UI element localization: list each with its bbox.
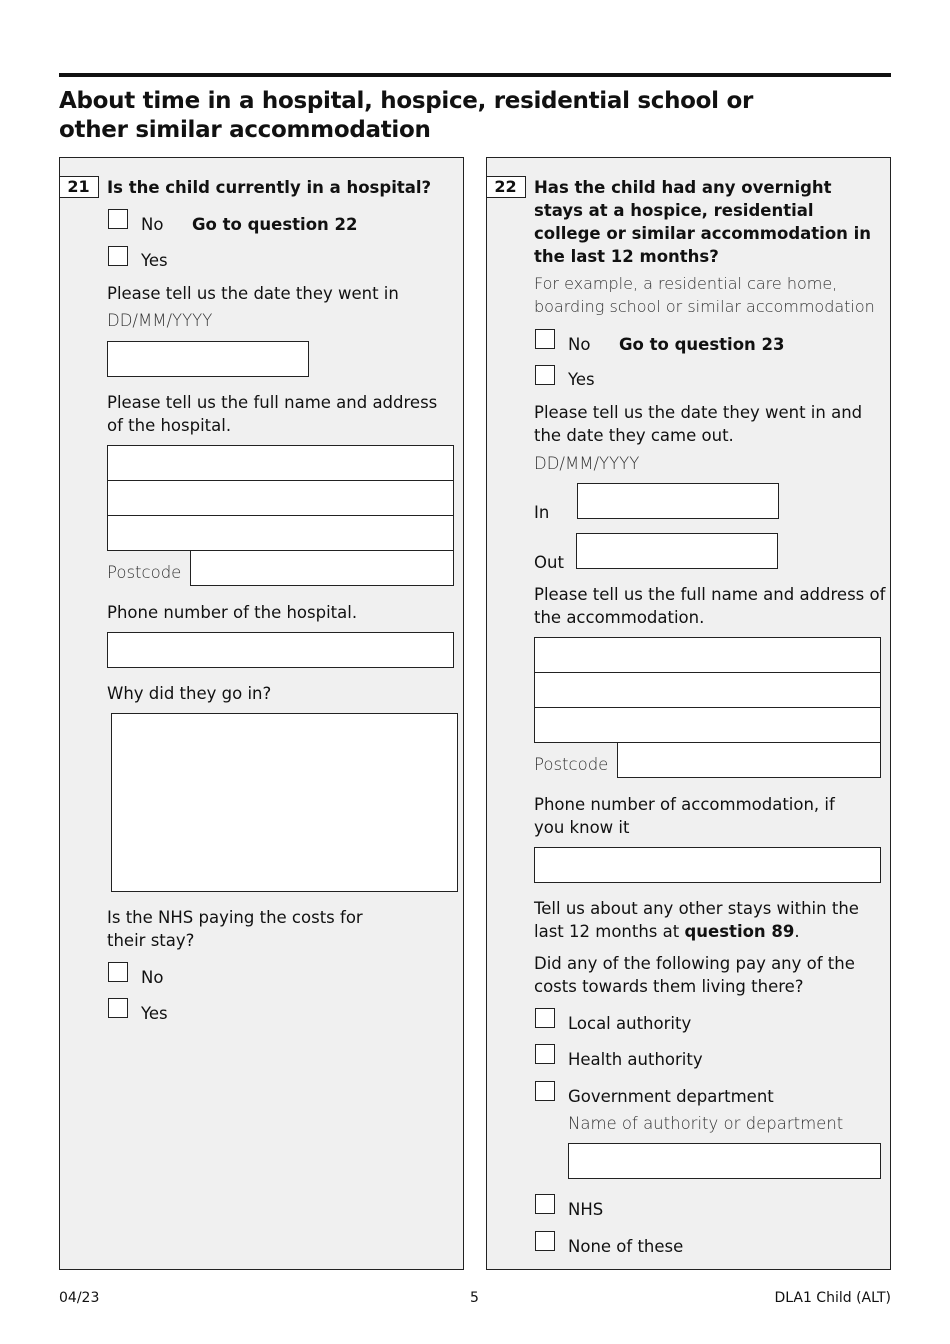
question-22-panel [486, 157, 891, 1270]
question-22-text: Has the child had any overnight stays at a hospice, residential college or similar accommodation in the last 12 months? [534, 178, 872, 266]
no-checkbox[interactable] [535, 329, 555, 349]
postcode-label: Postcode [107, 563, 182, 582]
phone-field[interactable] [107, 632, 454, 668]
why-prompt: Why did they go in? [107, 684, 272, 703]
out-label: Out [534, 553, 564, 572]
local-authority-checkbox[interactable] [535, 1008, 555, 1028]
date-out-field[interactable] [576, 533, 778, 569]
question-number: 22 [486, 176, 526, 198]
question-21-panel [59, 157, 464, 1270]
nhs-no-checkbox[interactable] [108, 962, 128, 982]
top-rule [59, 73, 891, 77]
health-authority-checkbox[interactable] [535, 1044, 555, 1064]
nhs-yes-checkbox[interactable] [108, 998, 128, 1018]
postcode-field[interactable] [190, 550, 454, 586]
go-to-instruction: Go to question 23 [619, 335, 785, 354]
address-line-2-field[interactable] [534, 672, 881, 708]
health-authority-label: Health authority [568, 1050, 703, 1069]
other-stays-note [534, 897, 884, 943]
phone-prompt: Phone number of the hospital. [107, 603, 358, 622]
address-line-2-field[interactable] [107, 480, 454, 516]
postcode-field[interactable] [617, 742, 881, 778]
date-prompt: Please tell us the date they went in and the date they came out. [534, 403, 863, 445]
address-prompt: Please tell us the full name and address of the accommodation. [534, 585, 886, 627]
question-number: 21 [59, 176, 99, 198]
authority-name-field[interactable] [568, 1143, 881, 1179]
no-checkbox[interactable] [108, 209, 128, 229]
pay-prompt: Did any of the following pay any of the costs towards them living there? [534, 954, 855, 996]
nhs-prompt: Is the NHS paying the costs for their stay? [107, 908, 363, 950]
nhs-yes-label: Yes [141, 1004, 168, 1023]
go-to-instruction: Go to question 22 [192, 215, 358, 234]
nhs-no-label: No [141, 968, 164, 987]
date-format-hint: DD/MM/YYYY [534, 454, 640, 473]
in-label: In [534, 503, 550, 522]
government-department-checkbox[interactable] [535, 1081, 555, 1101]
other-stays-suffix: . [794, 922, 800, 941]
address-prompt: Please tell us the full name and address of the hospital. [107, 393, 438, 435]
yes-label: Yes [568, 370, 595, 389]
other-stays-text: Tell us about any other stays within the last 12 months at [534, 899, 859, 941]
yes-checkbox[interactable] [108, 246, 128, 266]
question-21-text: Is the child currently in a hospital? [107, 178, 432, 197]
phone-field[interactable] [534, 847, 881, 883]
section-title: About time in a hospital, hospice, residential school or other similar accommodation [59, 88, 754, 143]
government-department-label: Government department [568, 1087, 774, 1106]
why-textarea[interactable] [111, 713, 458, 892]
footer-form-code: DLA1 Child (ALT) [774, 1290, 891, 1306]
date-prompt: Please tell us the date they went in [107, 284, 399, 303]
address-line-1-field[interactable] [534, 637, 881, 673]
address-line-3-field[interactable] [534, 707, 881, 743]
address-line-3-field[interactable] [107, 515, 454, 551]
phone-prompt: Phone number of accommodation, if you know it [534, 795, 835, 837]
local-authority-label: Local authority [568, 1014, 692, 1033]
nhs-label: NHS [568, 1200, 604, 1219]
date-went-in-field[interactable] [107, 341, 309, 377]
no-label: No [141, 215, 164, 234]
no-label: No [568, 335, 591, 354]
date-format-hint: DD/MM/YYYY [107, 311, 213, 330]
yes-checkbox[interactable] [535, 365, 555, 385]
authority-name-prompt: Name of authority or department [568, 1114, 844, 1133]
footer-date: 04/23 [59, 1290, 100, 1306]
question-22-hint: For example, a residential care home, boarding school or similar accommodation [534, 274, 875, 316]
footer-page-number: 5 [470, 1290, 479, 1306]
question-89-reference: question 89 [684, 922, 795, 941]
date-in-field[interactable] [577, 483, 779, 519]
address-line-1-field[interactable] [107, 445, 454, 481]
none-of-these-checkbox[interactable] [535, 1231, 555, 1251]
none-of-these-label: None of these [568, 1237, 684, 1256]
postcode-label: Postcode [534, 755, 609, 774]
nhs-checkbox[interactable] [535, 1194, 555, 1214]
yes-label: Yes [141, 251, 168, 270]
